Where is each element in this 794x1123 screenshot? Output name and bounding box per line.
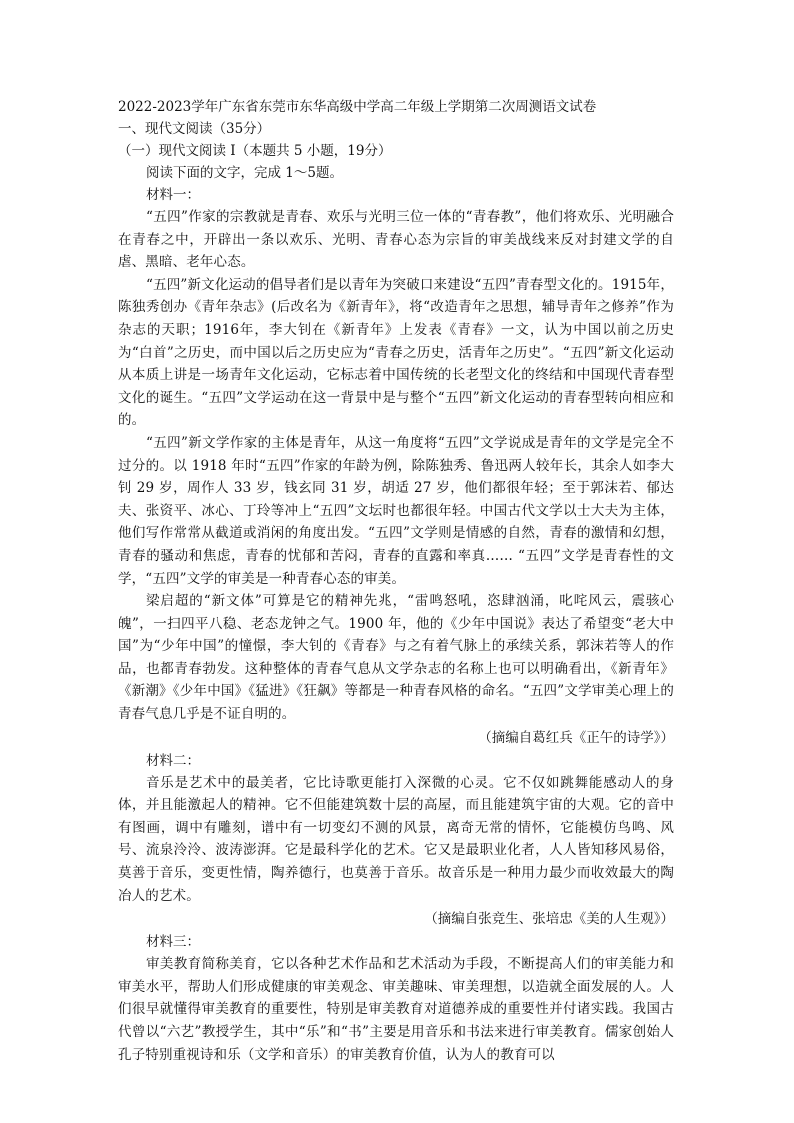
subsection-heading: （一）现代文阅读 I（本题共 5 小题，19分） — [118, 143, 392, 159]
material-one-paragraph: “五四”新文化运动的倡导者们是以青年为突破口来建设“五四”青春型文化的。1915年，陈独秀创办《青年杂志》(后改名为《新青年》，将“改造青年之思想，辅导青年之修养”作为杂志的天职；1916年，李大钊在《新青年》上发表《青春》一文，认为中国以前之历史为“白首”之历史，而中国以后之历史应为“青春之历史，活青年之历史”。“五四”新文化运动从本质上讲是一场青年文化运动，它标志着中国传统的长老型文化的终结和中国现代青春型文化的诞生。“五四”文学运动在这一背景中是与整个“五四”新文化运动的青春型转向相应和的。 — [118, 276, 674, 429]
material-two-paragraph: 音乐是艺术中的最美者，它比诗歌更能打入深微的心灵。它不仅如跳舞能感动人的身体，并且能激起人的精神。它不但能建筑数十层的高屋，而且能建筑宇宙的大观。它的音中有图画，调中有雕刻，谱中有一切变幻不测的风景，离奇无常的情怀，它能模仿鸟鸣、风号、流泉泠泠、波涛澎湃。它是最科学化的艺术。它又是最职业化者，人人皆知移风易俗，莫善于音乐，变更性情，陶养德行，也莫善于音乐。故音乐是一种用力最少而收效最大的陶冶人的艺术。 — [118, 774, 674, 904]
material-one-paragraph: “五四”作家的宗教就是青春、欢乐与光明三位一体的“青春教”，他们将欢乐、光明融合在青春之中，开辟出一条以欢乐、光明、青春心态为宗旨的审美战线来反对封建文学的自虐、黑暗、老年心态。 — [118, 209, 674, 271]
material-three-label: 材料三： — [146, 934, 200, 951]
material-one-source: （摘编自葛红兵《正午的诗学》） — [478, 729, 674, 746]
material-two-source: （摘编自张竞生、张培忠《美的人生观》） — [424, 911, 674, 928]
material-one-paragraph: “五四”新文学作家的主体是青年，从这一角度将“五四”文学说成是青年的文学是完全不过分的。以 1918 年时“五四”作家的年龄为例，除陈独秀、鲁迅两人较年长，其余人如李大钊 29 岁，周作人 33 岁，钱玄同 31 岁，胡适 27 岁，他们都很年轻；至于郭沫若、郁达夫、张资平、冰心、丁玲等冲上“五四”文坛时也都很年轻。中国古代文学以士大夫为主体，他们写作常常从截道或消闲的角度出发。“五四”文学则是情感的自然，青春的激情和幻想，青春的骚动和焦虑，青春的忧郁和苦闷，青春的直露和率真…… “五四”文学是青春性的文学，“五四”文学的审美是一种青春心态的审美。 — [118, 434, 674, 587]
section-heading: 一、现代文阅读（35分） — [118, 121, 271, 137]
material-three-paragraph: 审美教育简称美育，它以各种艺术作品和艺术活动为手段，不断提高人们的审美能力和审美水平，帮助人们形成健康的审美观念、审美趣味、审美理想，以造就全面发展的人。人们很早就懂得审美教育的重要性，特别是审美教育对道德养成的重要性并付诸实践。我国古代曾以“六艺”教授学生，其中“乐”和“书”主要是用音乐和书法来进行审美教育。儒家创始人孔子特别重视诗和乐（文学和音乐）的审美教育价值，认为人的教育可以 — [118, 956, 674, 1063]
material-one-label: 材料一： — [146, 187, 200, 203]
reading-instruction: 阅读下面的文字，完成 1～5题。 — [146, 165, 343, 181]
material-one-paragraph: 梁启超的“新文体”可算是它的精神先兆，“雷鸣怒吼，恣肆汹涌，叱咤风云，震骇心魄”，一扫四平八稳、老态龙钟之气。1900 年，他的《少年中国说》表达了希望变“老大中国”为“少年中国”的憧憬，李大钊的《青春》与之有着气脉上的承续关系，郭沫若等人的作品，也都青春勃发。这种整体的青春气息从文学杂志的名称上也可以明确看出，《新青年》《新潮》《少年中国》《猛进》《狂飙》等都是一种青春风格的命名。“五四”文学审美心理上的青春气息几乎是不证自明的。 — [118, 593, 674, 723]
document-content — [118, 96, 674, 1066]
material-two-label: 材料二： — [146, 752, 200, 769]
exam-title: 2022-2023学年广东省东莞市东华高级中学高二年级上学期第二次周测语文试卷 — [118, 99, 597, 115]
